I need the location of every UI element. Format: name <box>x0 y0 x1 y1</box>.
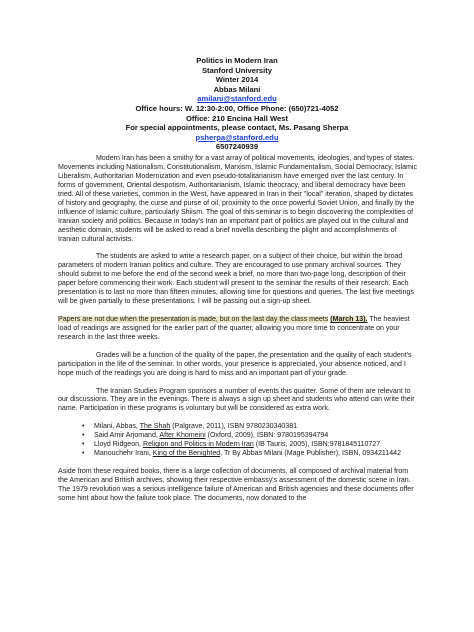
due-date-paragraph <box>58 316 418 343</box>
contact-email-link[interactable]: psherpa@stanford.edu <box>195 132 279 142</box>
instructor-email-link[interactable]: amilani@stanford.edu <box>197 94 277 104</box>
list-item: • Milani, Abbas, The Shah (Palgrave, 2011), ISBN 9780230340381 <box>82 423 298 431</box>
grading-paragraph: Grades will be a function of the quality of the paper, the presentation and the quality of each student's participation in the life of the seminar. In other words, your presence is appreciated, your absence noticed, and I hope much of the readings you are doing is hard to miss and an important part of your grade. <box>58 351 412 377</box>
due-date: (March 13). <box>330 316 368 324</box>
list-item: • Manouchehr Irani, King of the Benighted, Tr By Abbas Milani (Mage Publisher), ISBN, 0934211442 <box>82 450 401 458</box>
university-name: Stanford University <box>201 65 273 75</box>
bullet-icon: • <box>82 432 85 440</box>
bullet-icon: • <box>82 450 85 458</box>
book-title: Religion and Politics in Modern Iran <box>142 441 254 449</box>
book-title: The Shah <box>139 423 171 431</box>
bullet-icon: • <box>82 423 85 431</box>
contact-phone: 6507240939 <box>215 142 259 152</box>
due-date-note: The heaviest load of readings are assigned for the earlier part of the quarter, allowing you more time to concentrate on your research in the last three weeks. <box>58 316 410 341</box>
office-location: Office: 210 Encina Hall West <box>186 113 288 123</box>
term: Winter 2014 <box>215 75 259 85</box>
intro-paragraph: Modern Iran has been a smithy for a vast array of political movements, ideologies, and types of states. Movements including Nationalism, Constitutionalism, Marxism, Islamic Fundamentalism, Social Democracy, Islamic Liberalism, Authoritarian Modernization and even pseudo-totalitarianism have emerged over the last century. In forms of government, Oriental despotism, Authoritarianism, Islamic theocracy, and liberal democracy have been tried. All of these varieties, common in the West, have appeared in Iran in their "local" iteration, shaped by dictates of history and geography, the curse and purse of oil, proximity to the once powerful Soviet Union, and finally by the influence of Islamic culture, particularly Shiism. The goal of this seminar is to begin discovering the complexities of Iranian society and politics. Because in today's Iran an important part of politics are played out in the cultural and aesthetic domain, students will be asked to read a brief novella describing the plight and accomplishments of Iranian cultural activists. <box>58 155 417 243</box>
list-item: • Said Amir Arjomand, After Khomeini (Oxford, 2009), ISBN: 9780195394794 <box>82 432 329 440</box>
office-hours: Office hours: W. 12:30-2:00, Office Phone: (650)721-4052 <box>135 103 339 113</box>
course-title: Politics in Modern Iran <box>196 56 278 65</box>
required-books-list <box>58 423 418 459</box>
research-paper-paragraph: The students are asked to write a research paper, on a subject of their choice, but within the broad parameters of modern Iranian politics and culture. They are encouraged to use primary archival sources. They should submit to me before the end of the second week a brief, no more than two-page long, description of their paper before commencing their work. Each student will present to the seminar the results of their research. Each presentation is to last no more than fifteen minutes, allowing time for questions and queries. The last five meetings will be given partially to these presentations. I will be passing out a sign-up sheet. <box>58 253 414 306</box>
due-date-highlight: Papers are not due when the presentation is made, but on the last day the class meets <box>58 316 329 324</box>
book-title: King of the Benighted <box>152 450 221 458</box>
bullet-icon: • <box>82 441 85 449</box>
list-item: • Lloyd Ridgeon, Religion and Politics in Modern Iran (IB Tauris, 2005), ISBN:9781845110727 <box>82 441 381 449</box>
appointments-note: For special appointments, please contact, Ms. Pasang Sherpa <box>125 123 349 133</box>
documents-paragraph: Aside from these required books, there is a large collection of documents, all composed of archival material from the American and British archives, showing their respective embassy's assessment of the domestic scene in Iran. The 1979 revolution was a serious intelligence failure of American and British agencies and these documents offer some hint about how the failure took place. The documents, now donated to the <box>58 467 414 502</box>
syllabus-header <box>0 56 474 152</box>
syllabus-body <box>58 155 418 513</box>
events-paragraph: The Iranian Studies Program sponsors a number of events this quarter. Some of them are relevant to our discussions. They are in the evenings. There is always a sign up sheet and students who attend can write their name. Participation in these programs is voluntary but will be considered as extra work. <box>58 387 415 413</box>
instructor-name: Abbas Milani <box>213 84 261 94</box>
book-title: After Khomeini <box>159 432 206 440</box>
